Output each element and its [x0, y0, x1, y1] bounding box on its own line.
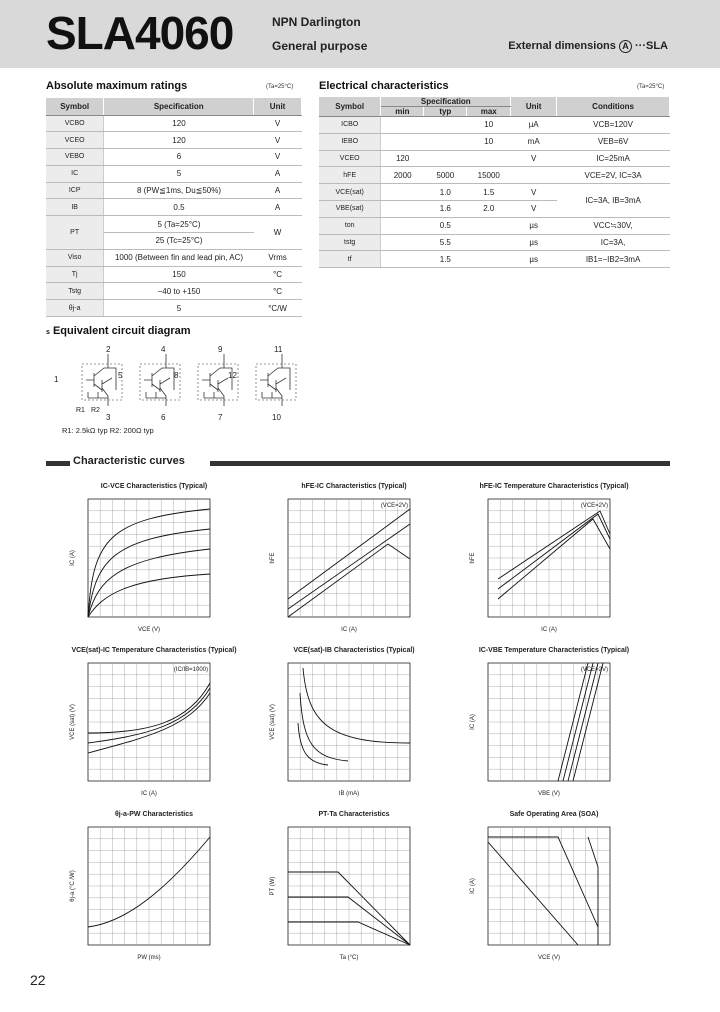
y-axis-label: VCE (sat) (V) — [270, 704, 276, 740]
y-axis-label: IC (A) — [470, 878, 476, 894]
elec-max — [467, 234, 511, 251]
abs-max-spec: 1000 (Between fin and lead pin, AC) — [104, 249, 254, 266]
y-axis-label: VCE (sat) (V) — [70, 704, 76, 740]
elec-header-conditions: Conditions — [557, 97, 670, 117]
elec-min: 2000 — [381, 167, 424, 184]
graph-note: (VCE=2V) — [380, 503, 408, 509]
r2-label: R2 — [91, 407, 100, 414]
abs-max-header-symbol: Symbol — [46, 98, 104, 115]
abs-max-condition: (Ta=25°C) — [266, 84, 294, 90]
pin-mid-1: 5 — [118, 371, 123, 380]
elec-unit: mA — [511, 133, 557, 150]
elec-typ: 5.5 — [424, 234, 467, 251]
abs-max-row — [46, 132, 302, 149]
x-axis-label: IC (A) — [541, 627, 557, 633]
graph-title: IC-VBE Temperature Characteristics (Typical) — [478, 647, 630, 654]
abs-max-symbol: ICP — [46, 182, 104, 199]
ext-dim-mark: A — [619, 40, 632, 53]
y-axis-label: PT (W) — [270, 876, 276, 896]
elec-symbol: hFE — [319, 167, 381, 184]
pin-top-3: 9 — [218, 345, 223, 354]
elec-condition: IC=3A, — [557, 234, 670, 251]
pin-bottom-3: 7 — [218, 413, 223, 422]
elec-unit: µA — [511, 117, 557, 134]
abs-max-symbol: Tj — [46, 266, 104, 283]
elec-unit — [511, 167, 557, 184]
x-axis-label: IB (mA) — [338, 791, 360, 797]
graph-8 — [256, 821, 446, 971]
pin-bottom-2: 6 — [161, 413, 166, 422]
elec-max — [467, 251, 511, 268]
elec-min: 120 — [381, 150, 424, 167]
elec-max: 1.5 — [467, 184, 511, 201]
elec-symbol: VCEO — [319, 150, 381, 167]
curves-bar-right — [210, 461, 670, 466]
abs-max-spec: 5 — [104, 165, 254, 182]
elec-typ — [424, 150, 467, 167]
graph-title: hFE-IC Characteristics (Typical) — [301, 483, 407, 490]
y-axis-label: IC (A) — [70, 550, 76, 566]
elec-max — [467, 150, 511, 167]
abs-max-symbol: θj-a — [46, 300, 104, 317]
elec-symbol: tf — [319, 251, 381, 268]
circuit-title — [46, 325, 191, 337]
elec-unit: µs — [511, 217, 557, 234]
elec-typ — [424, 133, 467, 150]
elec-condition: IC=3A, IB=3mA — [557, 184, 670, 218]
elec-max: 10 — [467, 117, 511, 134]
abs-max-unit: A — [254, 199, 302, 216]
abs-max-row — [46, 216, 302, 233]
abs-max-row — [46, 182, 302, 199]
pin-mid-2: 8 — [174, 371, 179, 380]
elec-typ: 1.0 — [424, 184, 467, 201]
elec-max: 15000 — [467, 167, 511, 184]
y-axis-label: hFE — [470, 552, 476, 564]
abs-max-row — [46, 199, 302, 216]
graph-9 — [456, 821, 646, 971]
abs-max-symbol: IC — [46, 165, 104, 182]
y-axis-label: IC (A) — [470, 714, 476, 730]
pin-mid-3: 12 — [228, 371, 237, 380]
ext-dim-prefix: External dimensions — [508, 40, 616, 52]
abs-max-symbol: PT — [46, 216, 104, 250]
abs-max-unit: °C — [254, 266, 302, 283]
pin-top-1: 2 — [106, 345, 111, 354]
elec-row — [319, 150, 670, 167]
pin-top-2: 4 — [161, 345, 166, 354]
elec-row — [319, 234, 670, 251]
abs-max-spec: 0.5 — [104, 199, 254, 216]
abs-max-symbol: Viso — [46, 249, 104, 266]
graph-note: (VCE=2V) — [580, 667, 608, 673]
graph-3 — [456, 493, 646, 643]
abs-max-unit: V — [254, 115, 302, 132]
elec-typ — [424, 117, 467, 134]
elec-symbol: VBE(sat) — [319, 200, 381, 217]
graph-title: PT-Ta Characteristics — [318, 811, 390, 818]
abs-max-row — [46, 300, 302, 317]
pin-bottom-1: 3 — [106, 413, 111, 422]
y-axis-label: hFE — [270, 552, 276, 564]
elec-condition: IB1=−IB2=3mA — [557, 251, 670, 268]
elec-symbol: tstg — [319, 234, 381, 251]
elec-header-unit: Unit — [511, 97, 557, 117]
graph-1 — [56, 493, 246, 643]
abs-max-spec: 8 (PW≦1ms, Du≦50%) — [104, 182, 254, 199]
y-axis-label: θj-a (°C /W) — [70, 870, 76, 902]
graph-title: VCE(sat)-IC Temperature Characteristics (Typical) — [71, 647, 237, 654]
elec-condition: VEB=6V — [557, 133, 670, 150]
elec-row — [319, 217, 670, 234]
elec-unit: µs — [511, 251, 557, 268]
abs-max-spec: 5 (Ta=25°C) — [104, 216, 254, 233]
elec-row — [319, 184, 670, 201]
x-axis-label: VCE (V) — [137, 627, 161, 633]
x-axis-label: IC (A) — [141, 791, 157, 797]
graph-title: hFE-IC Temperature Characteristics (Typical) — [479, 483, 629, 490]
elec-header-min: min — [381, 107, 424, 117]
abs-max-row — [46, 249, 302, 266]
abs-max-spec: 120 — [104, 132, 254, 149]
elec-max — [467, 217, 511, 234]
elec-row — [319, 251, 670, 268]
abs-max-row — [46, 115, 302, 132]
abs-max-spec: 25 (Tc=25°C) — [104, 233, 254, 250]
abs-max-unit: Vrms — [254, 249, 302, 266]
elec-symbol: ton — [319, 217, 381, 234]
ext-dim-suffix: ···SLA — [635, 40, 668, 52]
equivalent-circuit-diagram — [46, 340, 306, 440]
graph-2 — [256, 493, 446, 643]
graph-note: (IC/IB=1000) — [173, 667, 208, 673]
elec-row — [319, 167, 670, 184]
abs-max-symbol: Tstg — [46, 283, 104, 300]
elec-condition: VCB=120V — [557, 117, 670, 134]
elec-row — [319, 117, 670, 134]
elec-min — [381, 117, 424, 134]
abs-max-symbol: VCBO — [46, 115, 104, 132]
abs-max-row — [46, 283, 302, 300]
elec-header-max: max — [467, 107, 511, 117]
elec-condition: VCC≒30V, — [557, 217, 670, 234]
curves-title: Characteristic curves — [73, 455, 185, 467]
abs-max-spec: 120 — [104, 115, 254, 132]
part-number: SLA4060 — [46, 7, 234, 59]
elec-min — [381, 133, 424, 150]
elec-row — [319, 133, 670, 150]
elec-min — [381, 217, 424, 234]
abs-max-spec: 5 — [104, 300, 254, 317]
abs-max-spec: −40 to +150 — [104, 283, 254, 300]
elec-min — [381, 200, 424, 217]
abs-max-header-unit: Unit — [254, 98, 302, 115]
graph-note: (VCE=2V) — [580, 503, 608, 509]
graph-title: θj-a-PW Characteristics — [114, 811, 194, 818]
elec-symbol: IEBO — [319, 133, 381, 150]
subtitle-type: NPN Darlington — [272, 15, 361, 29]
elec-typ: 1.6 — [424, 200, 467, 217]
elec-max: 10 — [467, 133, 511, 150]
elec-typ: 0.5 — [424, 217, 467, 234]
elec-min — [381, 251, 424, 268]
elec-header-spec: Specification — [381, 97, 511, 107]
abs-max-spec: 150 — [104, 266, 254, 283]
graph-7 — [56, 821, 246, 971]
pin-1: 1 — [54, 375, 59, 384]
elec-condition: VCE=2V, IC=3A — [557, 167, 670, 184]
elec-table — [319, 97, 670, 268]
graph-6 — [456, 657, 646, 807]
elec-condition: IC=25mA — [557, 150, 670, 167]
transistor-symbol — [86, 354, 116, 406]
elec-unit: µs — [511, 234, 557, 251]
elec-min — [381, 184, 424, 201]
transistor-symbol — [144, 354, 174, 406]
elec-header-symbol: Symbol — [319, 97, 381, 117]
abs-max-unit: A — [254, 165, 302, 182]
abs-max-symbol: VEBO — [46, 149, 104, 166]
abs-max-spec: 6 — [104, 149, 254, 166]
abs-max-title: Absolute maximum ratings — [46, 80, 188, 92]
graph-title: VCE(sat)-IB Characteristics (Typical) — [293, 647, 415, 654]
transistor-symbol — [260, 354, 290, 406]
abs-max-row — [46, 149, 302, 166]
abs-max-row — [46, 266, 302, 283]
elec-symbol: ICBO — [319, 117, 381, 134]
r1-label: R1 — [76, 407, 85, 414]
elec-header-typ: typ — [424, 107, 467, 117]
abs-max-unit: V — [254, 132, 302, 149]
elec-unit: V — [511, 200, 557, 217]
abs-max-table — [46, 98, 302, 317]
pin-bottom-4: 10 — [272, 413, 281, 422]
elec-typ: 5000 — [424, 167, 467, 184]
x-axis-label: PW (ms) — [137, 955, 161, 961]
graph-title: IC-VCE Characteristics (Typical) — [100, 483, 208, 490]
x-axis-label: Ta (°C) — [339, 955, 359, 961]
x-axis-label: VBE (V) — [538, 791, 560, 797]
abs-max-symbol: VCEO — [46, 132, 104, 149]
graph-4 — [56, 657, 246, 807]
abs-max-symbol: IB — [46, 199, 104, 216]
transistor-symbol — [202, 354, 232, 406]
elec-max: 2.0 — [467, 200, 511, 217]
elec-title: Electrical characteristics — [319, 80, 449, 92]
abs-max-unit: °C/W — [254, 300, 302, 317]
abs-max-unit: V — [254, 149, 302, 166]
external-dimensions — [508, 40, 668, 53]
page-number: 22 — [30, 972, 46, 988]
subtitle-purpose: General purpose — [272, 39, 368, 53]
elec-min — [381, 234, 424, 251]
x-axis-label: IC (A) — [341, 627, 357, 633]
abs-max-row — [46, 165, 302, 182]
abs-max-unit: A — [254, 182, 302, 199]
graph-5 — [256, 657, 446, 807]
abs-max-unit: W — [254, 216, 302, 250]
circuit-title-text: Equivalent circuit diagram — [52, 325, 191, 337]
elec-symbol: VCE(sat) — [319, 184, 381, 201]
abs-max-unit: °C — [254, 283, 302, 300]
abs-max-header-spec: Specification — [104, 98, 254, 115]
elec-condition: (Ta=25°C) — [637, 84, 665, 90]
elec-typ: 1.5 — [424, 251, 467, 268]
elec-unit: V — [511, 184, 557, 201]
pin-top-4: 11 — [274, 345, 283, 354]
graph-title: Safe Operating Area (SOA) — [509, 811, 599, 818]
resistor-note: R1: 2.5kΩ typ R2: 200Ω typ — [62, 426, 154, 435]
circuit-prefix: s — [46, 329, 50, 336]
elec-unit: V — [511, 150, 557, 167]
curves-bar-left — [46, 461, 70, 466]
x-axis-label: VCE (V) — [537, 955, 561, 961]
